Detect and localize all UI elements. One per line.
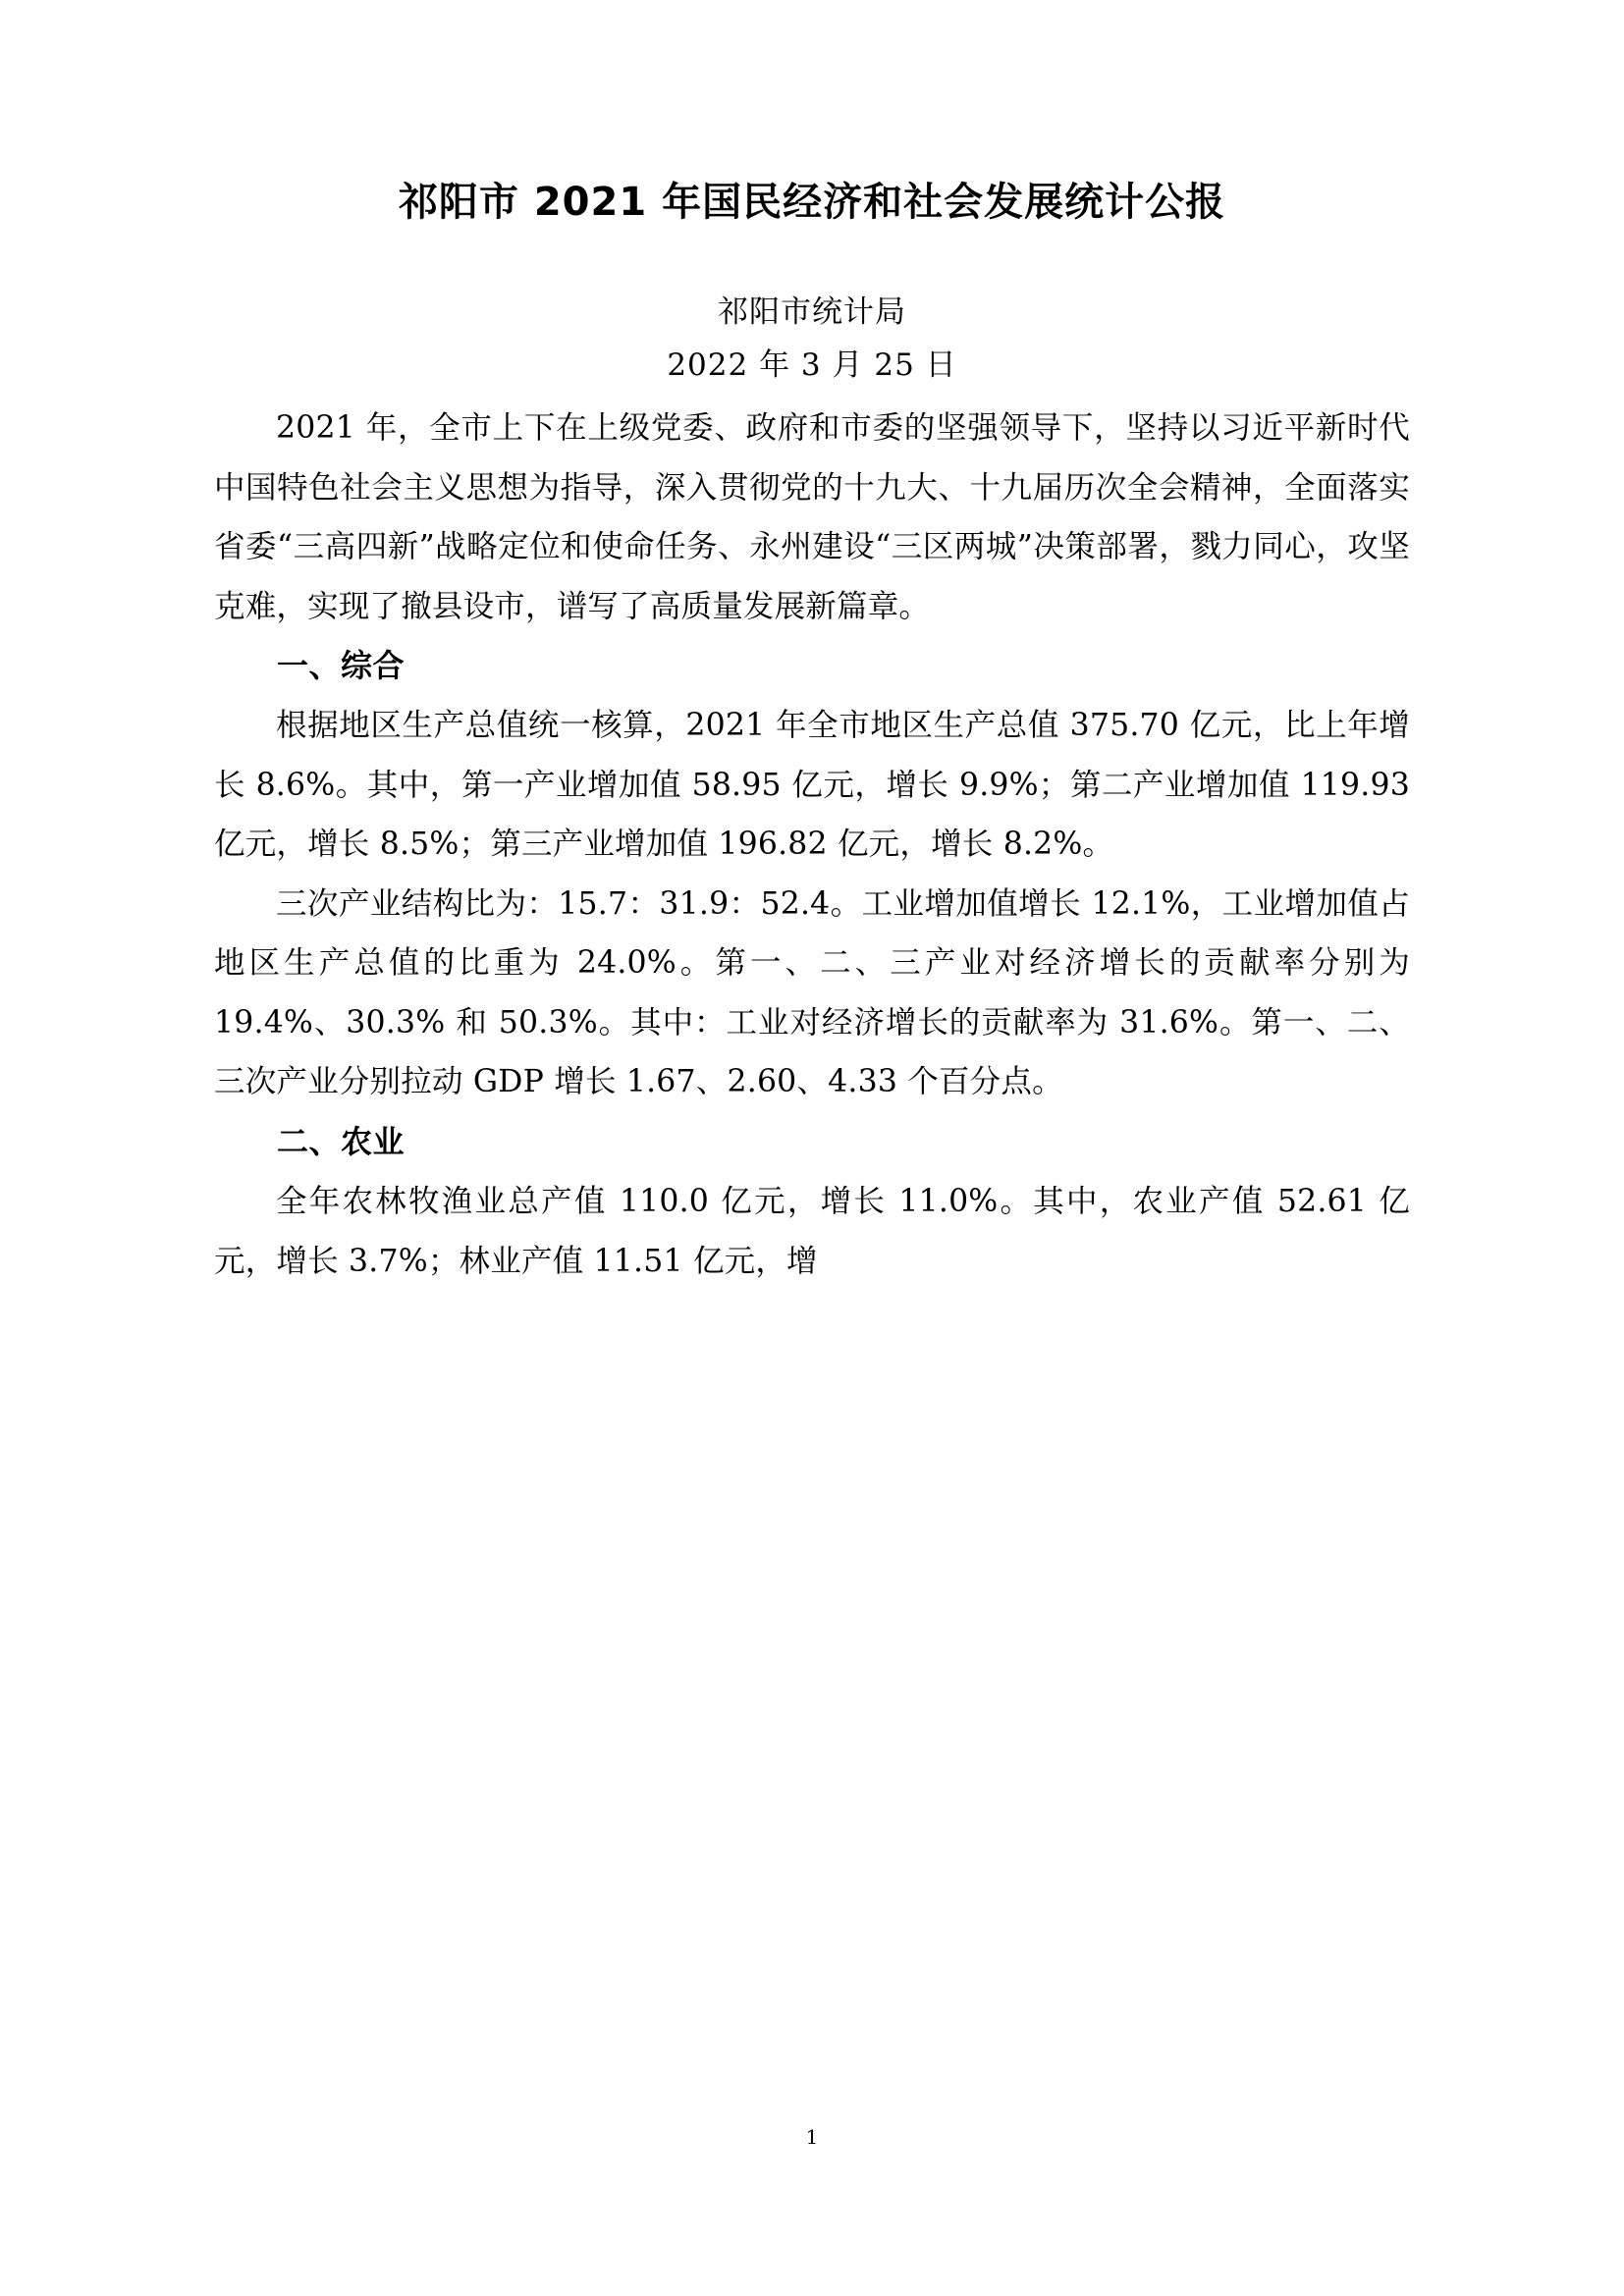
document-date: 2022 年 3 月 25 日 [667, 347, 957, 384]
section-2-paragraph-1: 全年农林牧渔业总产值 110.0 亿元，增长 11.0%。其中，农业产值 52.61 亿元，增长 3.7%；林业产值 11.51 亿元，增 [214, 1184, 1410, 1279]
page-title: 祁阳市 2021 年国民经济和社会发展统计公报 [398, 180, 1226, 225]
section-heading-comprehensive: 一、综合 [277, 646, 406, 684]
intro-paragraph: 2021 年，全市上下在上级党委、政府和市委的坚强领导下，坚持以习近平新时代中国特色社会主义思想为指导，深入贯彻党的十九大、十九届历次全会精神，全面落实省委“三高四新”战略定位和使命任务、永州建设“三区两城”决策部署，戮力同心，攻坚克难，实现了撤县设市，谱写了高质量发展新篇章。 [214, 410, 1410, 624]
section-1-paragraph-2: 三次产业结构比为：15.7：31.9：52.4。工业增加值增长 12.1%，工业增加值占地区生产总值的比重为 24.0%。第一、二、三产业对经济增长的贡献率分别为 19.4%、30.3% 和 50.3%。其中：工业对经济增长的贡献率为 31.6%。第一、二、三次产业分别拉动 GDP 增长 1.67、2.60、4.33 个百分点。 [214, 885, 1410, 1100]
section-1-paragraph-1: 根据地区生产总值统一核算，2021 年全市地区生产总值 375.70 亿元，比上年增长 8.6%。其中，第一产业增加值 58.95 亿元，增长 9.9%；第二产业增加值 119.93 亿元，增长 8.5%；第三产业增加值 196.82 亿元，增长 8.2%。 [214, 708, 1410, 863]
document-body [214, 175, 1410, 1291]
page-number: 1 [805, 2125, 819, 2149]
document-author: 祁阳市统计局 [718, 294, 906, 330]
section-heading-agriculture: 二、农业 [277, 1122, 406, 1160]
